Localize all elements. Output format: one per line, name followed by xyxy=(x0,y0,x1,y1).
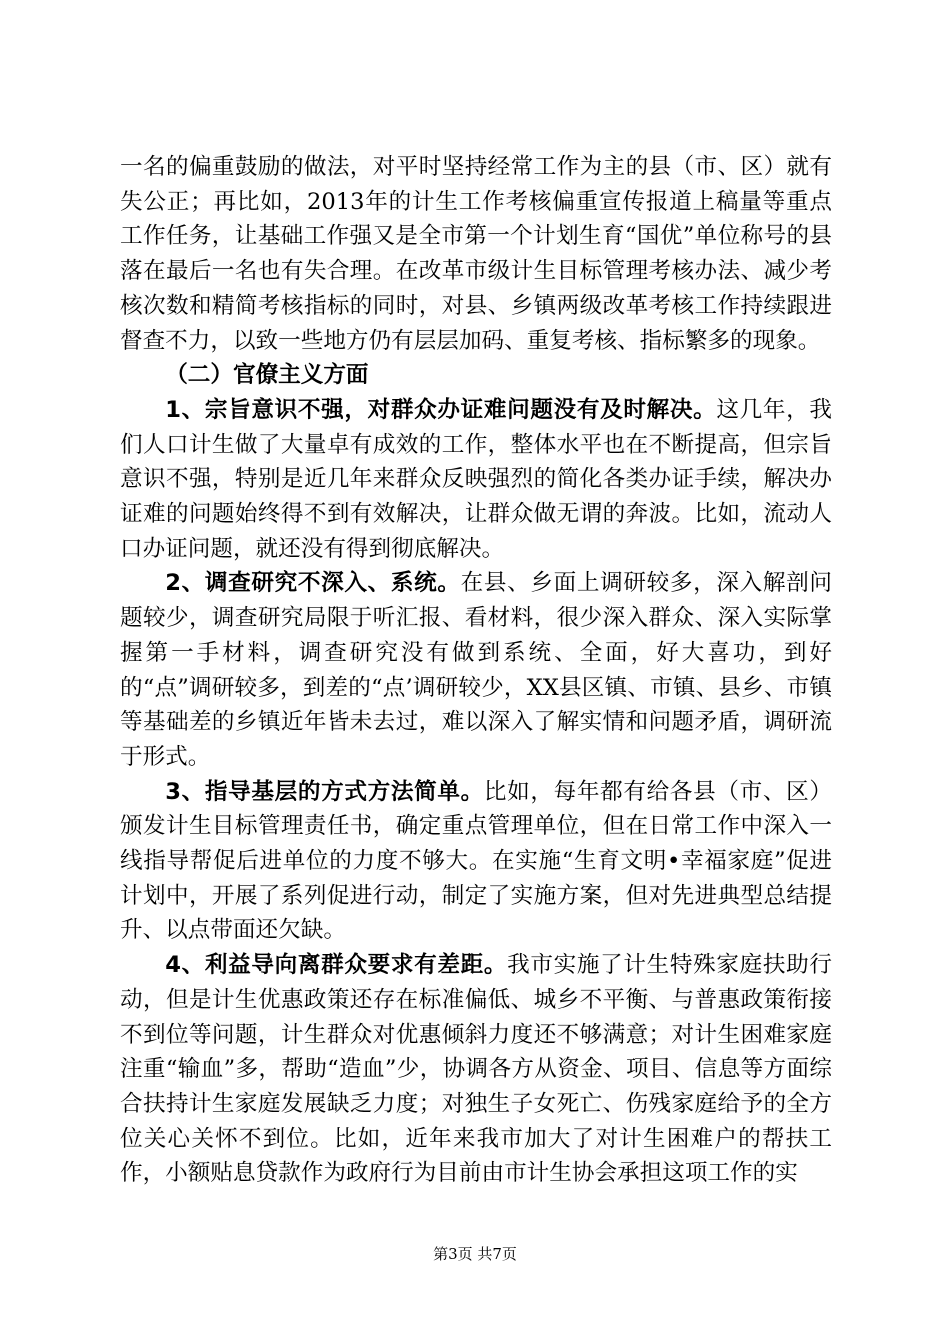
paragraph-item-3 xyxy=(120,775,832,949)
item-4-body: 我市实施了计生特殊家庭扶助行动，但是计生优惠政策还存在标准偏低、城乡不平衡、与普惠政策衔接不到位等问题，计生群众对优惠倾斜力度还不够满意；对计生困难家庭注重“输血”多，帮助“造血”少，协调各方从资金、项目、信息等方面综合扶持计生家庭发展缺乏力度；对独生子女死亡、伤残家庭给予的全方位关心关怀不到位。比如，近年来我市加大了对计生困难户的帮扶工作，小额贴息贷款作为政府行为目前由市计生协会承担这项工作的实 xyxy=(120,952,832,1187)
item-1-body: 这几年，我们人口计生做了大量卓有成效的工作，整体水平也在不断提高，但宗旨意识不强，特别是近几年来群众反映强烈的简化各类办证手续，解决办证难的问题始终得不到有效解决，让群众做无谓的奔波。比如，流动人口办证问题，就还没有得到彻底解决。 xyxy=(120,396,832,562)
item-4-heading: 4、利益导向离群众要求有差距。 xyxy=(165,952,508,979)
paragraph-item-2 xyxy=(120,566,832,774)
item-3-body: 比如，每年都有给各县（市、区）颁发计生目标管理责任书，确定重点管理单位，但在日常工作中深入一线指导帮促后进单位的力度不够大。在实施“生育文明•幸福家庭”促进计划中，开展了系列促进行动，制定了实施方案，但对先进典型总结提升、以点带面还欠缺。 xyxy=(120,778,832,944)
document-body xyxy=(120,150,832,1191)
paragraph-continuation: 一名的偏重鼓励的做法，对平时坚持经常工作为主的县（市、区）就有失公正；再比如，2013年的计生工作考核偏重宣传报道上稿量等重点工作任务，让基础工作强又是全市第一个计划生育“国优”单位称号的县落在最后一名也有失合理。在改革市级计生目标管理考核办法、减少考核次数和精简考核指标的同时，对县、乡镇两级改革考核工作持续跟进督查不力，以致一些地方仍有层层加码、重复考核、指标繁多的现象。 xyxy=(120,154,832,354)
item-1-heading: 1、宗旨意识不强，对群众办证难问题没有及时解决。 xyxy=(165,396,717,423)
paragraph-item-4 xyxy=(120,948,832,1191)
item-2-heading: 2、调查研究不深入、系统。 xyxy=(165,570,461,597)
section-heading: （二）官僚主义方面 xyxy=(165,362,369,389)
paragraph-item-1 xyxy=(120,393,832,567)
item-2-body: 在县、乡面上调研较多，深入解剖问题较少，调查研究局限于听汇报、看材料，很少深入群众、深入实际掌握第一手材料，调查研究没有做到系统、全面，好大喜功，到好的“点”调研较多，到差的“点’调研较少，XX县区镇、市镇、县乡、市镇等基础差的乡镇近年皆未去过，难以深入了解实情和问题矛盾，调研流于形式。 xyxy=(120,570,832,770)
page-number-footer: 第3页 共7页 xyxy=(433,1245,517,1263)
item-3-heading: 3、指导基层的方式方法简单。 xyxy=(165,778,484,805)
